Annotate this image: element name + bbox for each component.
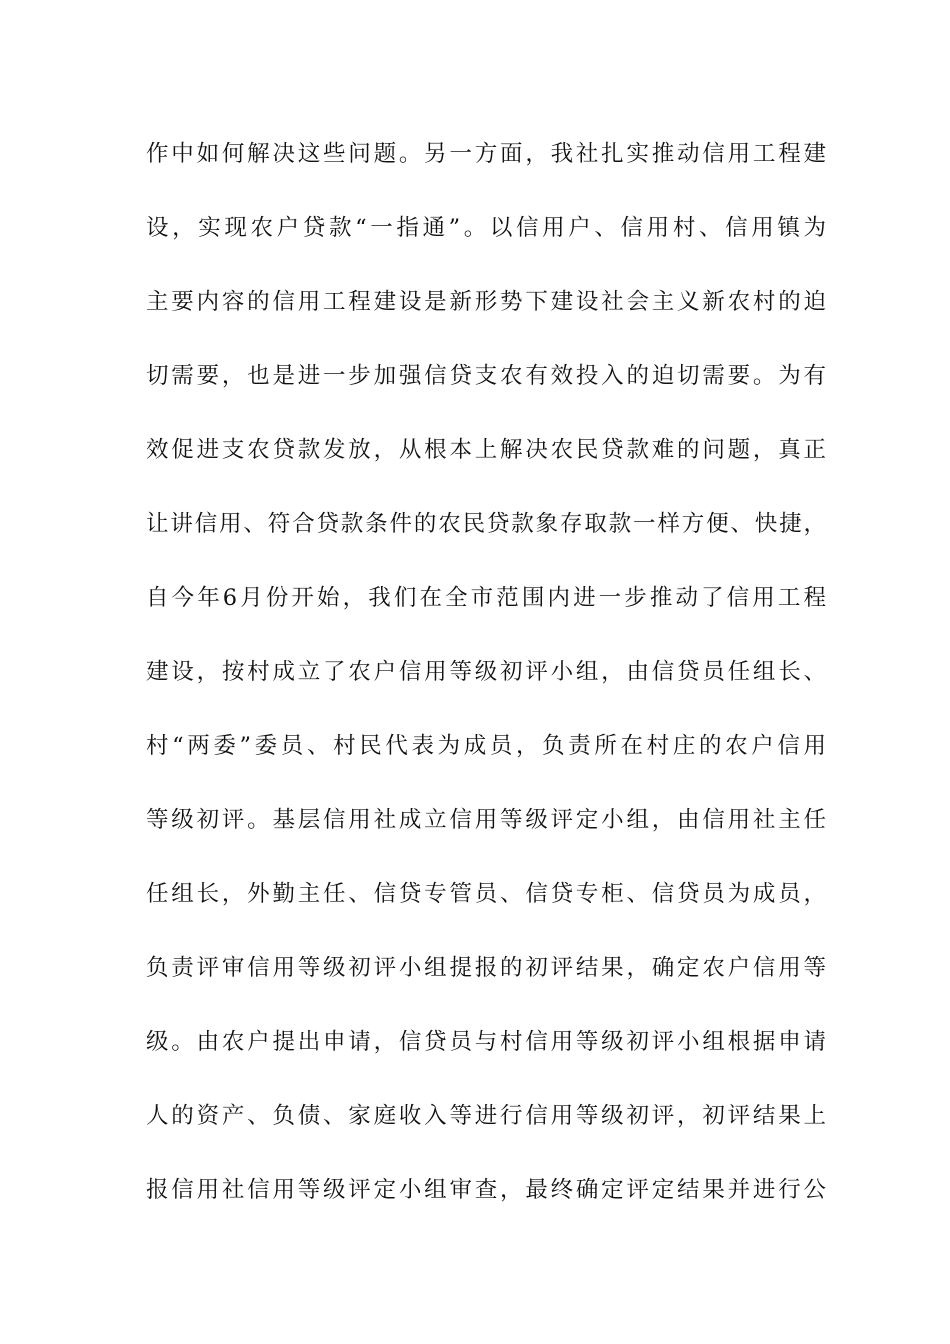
text-line: 报信用社信用等级评定小组审查，最终确定评定结果并进行公 [146, 1177, 826, 1203]
text-line: 任组长，外勤主任、信贷专管员、信贷专柜、信贷员为成员， [146, 881, 826, 907]
text-line: 作中如何解决这些问题。另一方面，我社扎实推动信用工程建 [146, 141, 826, 167]
body-text [146, 134, 826, 1244]
text-line: 效促进支农贷款发放，从根本上解决农民贷款难的问题，真正 [146, 437, 826, 463]
text-line: 让讲信用、符合贷款条件的农民贷款象存取款一样方便、快捷， [146, 511, 826, 537]
text-line: 设，实现农户贷款“一指通”。以信用户、信用村、信用镇为 [146, 215, 826, 241]
text-line: 村“两委”委员、村民代表为成员，负责所在村庄的农户信用 [146, 733, 826, 759]
text-line: 主要内容的信用工程建设是新形势下建设社会主义新农村的迫 [146, 289, 826, 315]
text-line: 建设，按村成立了农户信用等级初评小组，由信贷员任组长、 [146, 659, 826, 685]
text-line: 人的资产、负债、家庭收入等进行信用等级初评，初评结果上 [146, 1103, 826, 1129]
text-line: 等级初评。基层信用社成立信用等级评定小组，由信用社主任 [146, 807, 826, 833]
text-line: 负责评审信用等级初评小组提报的初评结果，确定农户信用等 [146, 955, 826, 981]
text-line: 切需要，也是进一步加强信贷支农有效投入的迫切需要。为有 [146, 363, 826, 389]
text-line: 级。由农户提出申请，信贷员与村信用等级初评小组根据申请 [146, 1029, 826, 1055]
text-line: 自今年6月份开始，我们在全市范围内进一步推动了信用工程 [146, 585, 826, 611]
